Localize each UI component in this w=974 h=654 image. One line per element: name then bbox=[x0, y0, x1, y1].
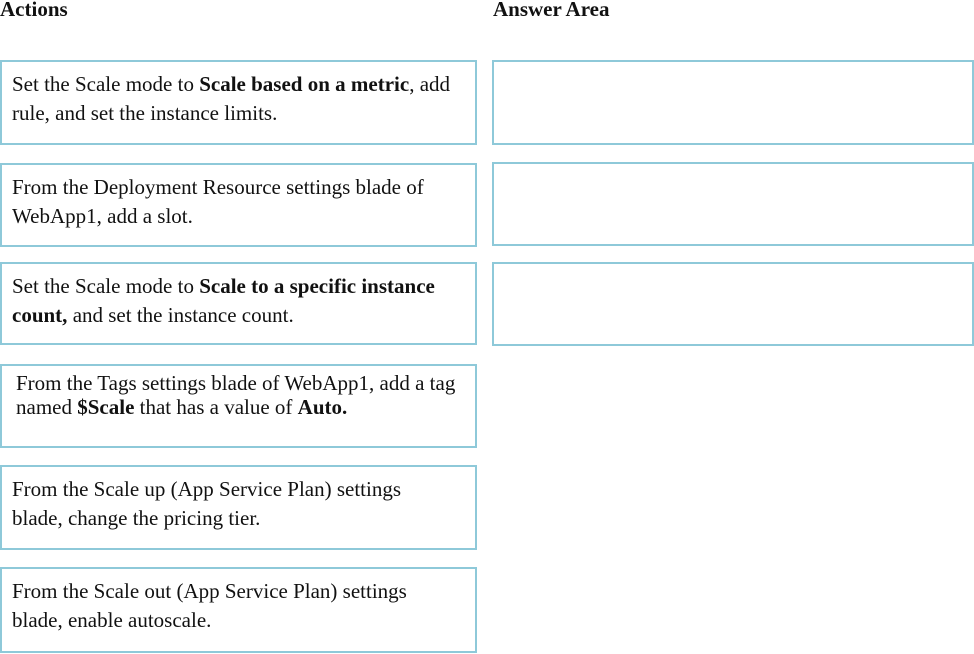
answer-slot-2[interactable] bbox=[492, 162, 974, 246]
action-text-bold: $Scale bbox=[77, 395, 135, 419]
action-text: From the Deployment Resource settings blade of WebApp1, add a slot. bbox=[12, 175, 424, 228]
action-text: From the Scale out (App Service Plan) settings blade, enable autoscale. bbox=[12, 579, 407, 632]
action-text: , add rule, and set the instance limits. bbox=[12, 72, 451, 125]
actions-heading: Actions bbox=[0, 0, 68, 21]
action-text: that has a value of bbox=[134, 395, 298, 419]
answer-area-heading: Answer Area bbox=[493, 0, 610, 21]
action-scale-specific[interactable] bbox=[0, 262, 477, 345]
action-text: Set the Scale mode to bbox=[12, 274, 200, 298]
action-text: From the Scale up (App Service Plan) settings blade, change the pricing tier. bbox=[12, 477, 402, 530]
answer-slot-1[interactable] bbox=[492, 60, 974, 145]
action-text: From the Tags settings blade of WebApp1, add a tag named bbox=[16, 371, 456, 419]
action-text-bold: Scale based on a metric bbox=[199, 72, 410, 96]
action-text: Set the Scale mode to bbox=[12, 72, 200, 96]
answer-slot-3[interactable] bbox=[492, 262, 974, 346]
action-scale-metric[interactable] bbox=[0, 60, 477, 145]
action-text-bold: Auto. bbox=[297, 395, 348, 419]
action-deployment-slot[interactable] bbox=[0, 163, 477, 247]
action-tags[interactable] bbox=[0, 364, 477, 448]
action-scale-out[interactable] bbox=[0, 567, 477, 653]
action-text-bold: Scale to a specific instance count, bbox=[12, 274, 435, 327]
action-scale-up[interactable] bbox=[0, 465, 477, 550]
action-text: and set the instance count. bbox=[67, 303, 294, 327]
